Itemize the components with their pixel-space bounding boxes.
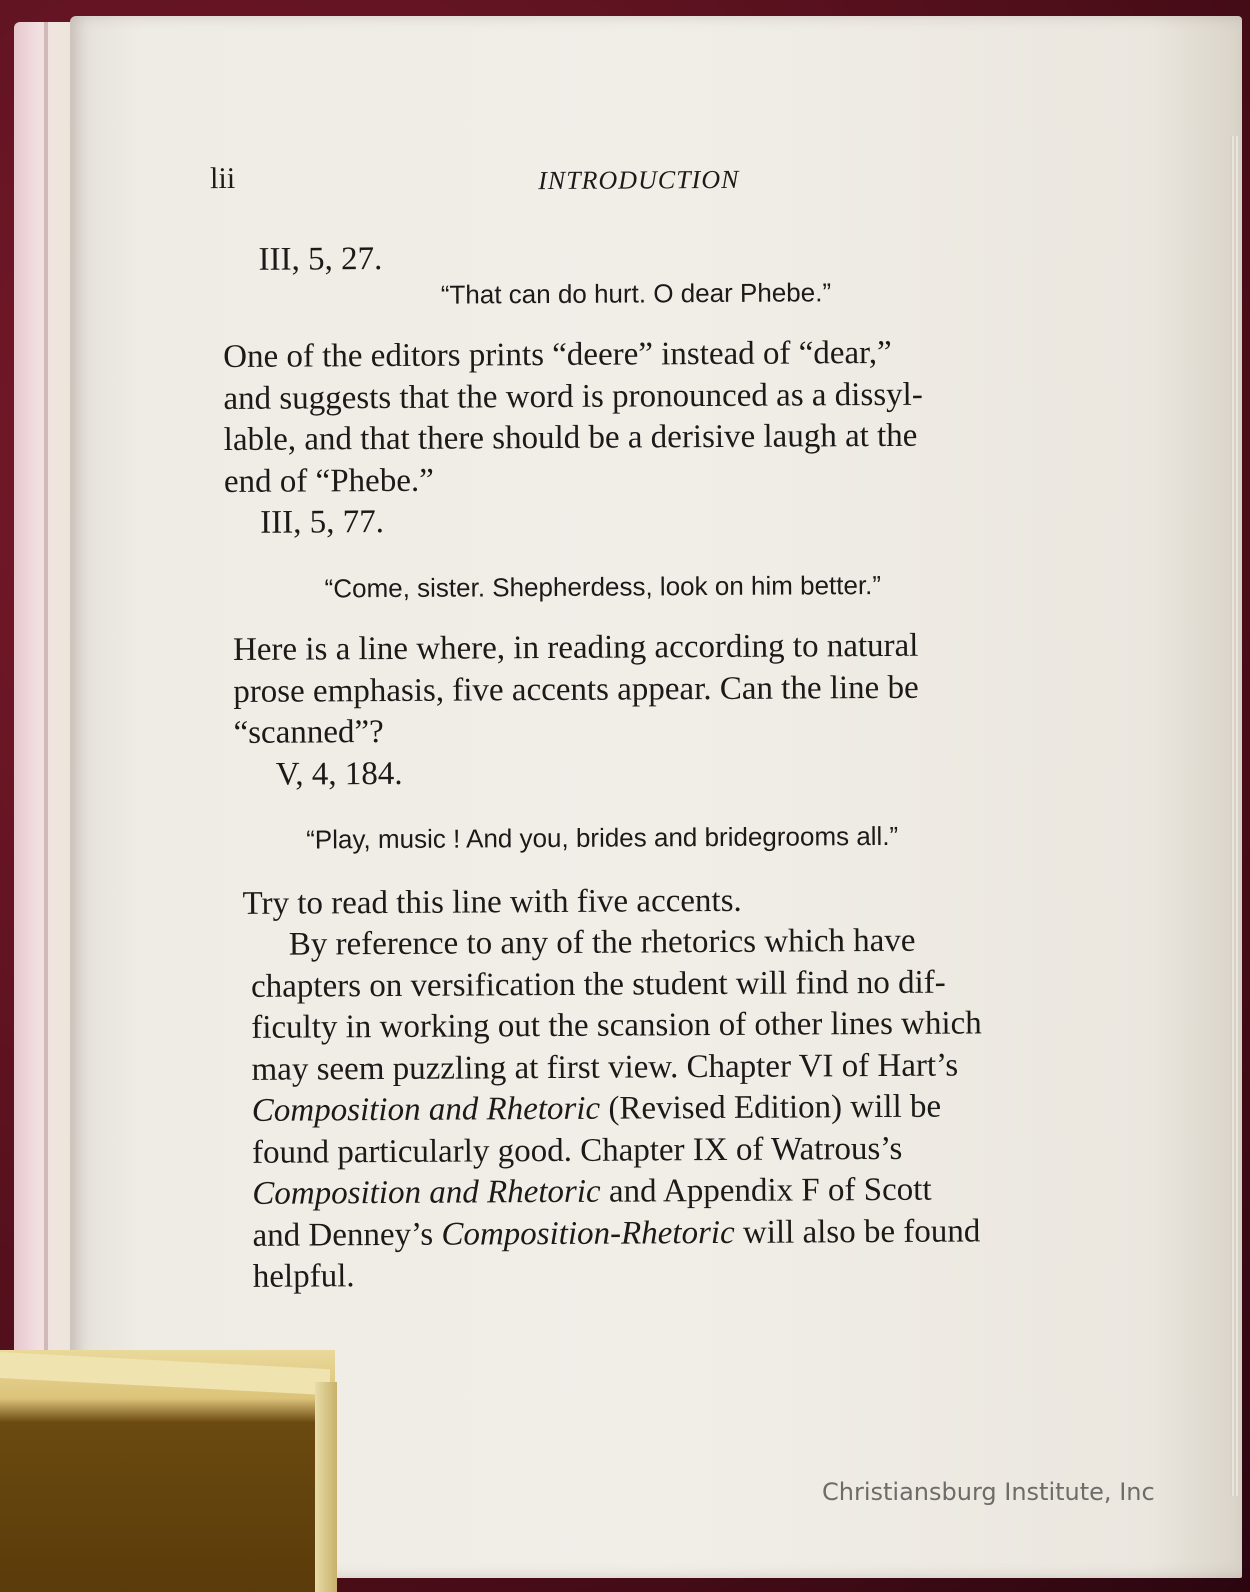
text-line: By reference to any of the rhetorics which have	[288, 922, 916, 963]
text-line	[252, 1168, 1138, 1215]
line-reference: III, 5, 77.	[260, 504, 385, 541]
text-line: One of the editors prints “deere” instead of “dear,”	[223, 334, 892, 375]
running-head: INTRODUCTION	[538, 164, 740, 196]
text-line: “scanned”?	[233, 714, 384, 751]
text-line	[252, 1210, 1138, 1257]
text-line: helpful.	[252, 1258, 355, 1295]
text-line: found particularly good. Chapter IX of Watrous’s	[251, 1130, 903, 1171]
text-span: and Denney’s	[252, 1216, 442, 1254]
text-line: lable, and that there should be a derisive laugh at the	[223, 417, 918, 458]
text-line: Try to read this line with five accents.	[242, 882, 742, 922]
commentary	[225, 624, 1136, 754]
commentary	[223, 331, 1134, 503]
text-line: and suggests that the word is pronounced as a dissyl-	[223, 376, 923, 417]
book-title: Composition and Rhetoric	[251, 1090, 601, 1129]
text-span: will also be found	[734, 1212, 981, 1251]
closing-paragraph	[227, 919, 1139, 1298]
watermark: Christiansburg Institute, Inc	[822, 1478, 1155, 1506]
page-header	[210, 152, 1132, 218]
text-line: Here is a line where, in reading according to natural	[232, 627, 919, 668]
line-reference: V, 4, 184.	[275, 755, 403, 793]
line-reference: III, 5, 27.	[258, 241, 383, 278]
text-line: end of “Phebe.”	[223, 462, 434, 500]
quoted-line: “Play, music ! And you, brides and bridegrooms all.”	[306, 820, 899, 855]
book-title: Composition-Rhetoric	[441, 1214, 735, 1253]
text-span: (Revised Edition) will be	[600, 1088, 942, 1127]
book-title: Composition and Rhetoric	[252, 1173, 601, 1212]
text-line: prose emphasis, five accents appear. Can the line be	[233, 669, 919, 710]
text-line: ficulty in working out the scansion of other lines which	[251, 1005, 982, 1046]
quoted-line: “That can do hurt. O dear Phebe.”	[440, 276, 832, 310]
text-line: chapters on versification the student will find no dif-	[250, 964, 946, 1005]
text-line	[252, 1085, 1138, 1132]
page-number: lii	[210, 161, 236, 196]
foreground-block-side	[315, 1382, 337, 1592]
text-line: may seem puzzling at first view. Chapter VI of Hart’s	[251, 1047, 959, 1088]
page-text	[210, 152, 1139, 1298]
quoted-line: “Come, sister. Shepherdess, look on him better.”	[324, 569, 882, 603]
commentary	[226, 878, 1136, 925]
page-edge	[1230, 136, 1240, 1496]
text-span: and Appendix F of Scott	[600, 1171, 932, 1210]
